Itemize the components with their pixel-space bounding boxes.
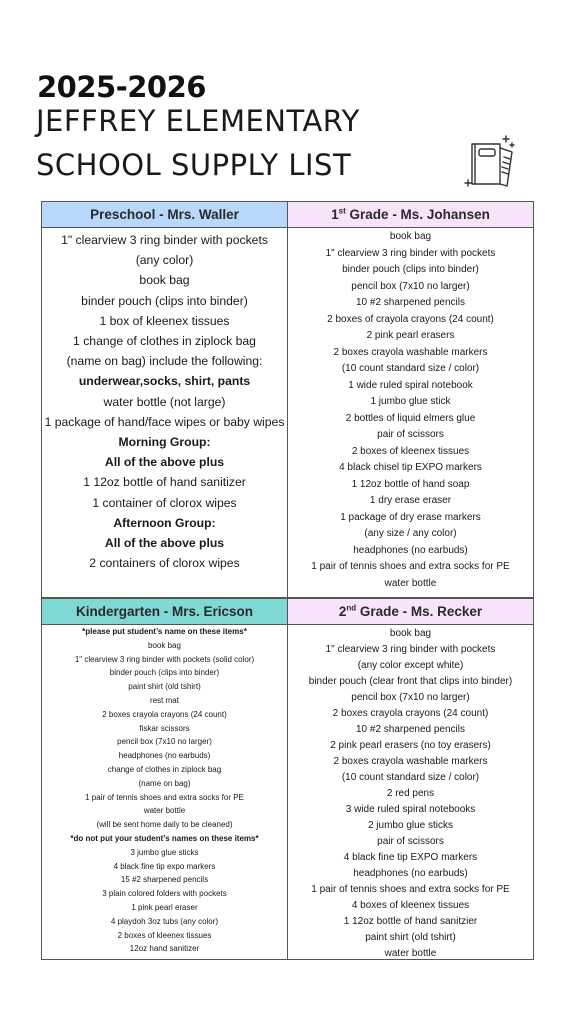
list-item: paint shirt (old tshirt)	[128, 682, 201, 692]
list-item: 1 pair of tennis shoes and extra socks for PE	[311, 561, 510, 572]
list-item: book bag	[148, 640, 181, 650]
list-item: fiskar scissors	[139, 723, 190, 733]
list-item: water bottle	[384, 577, 437, 589]
list-item: All of the above plus	[104, 455, 225, 470]
list-item: change of clothes in ziplock bag	[107, 764, 222, 774]
list-item: 1 change of clothes in ziplock bag	[73, 334, 256, 349]
list-item: binder pouch (clips into binder)	[109, 668, 220, 678]
notebook-icon	[462, 132, 522, 190]
list-item: binder pouch (clear front that clips into binder)	[308, 676, 513, 687]
kindergarten-header	[42, 599, 287, 625]
list-item: 2 boxes crayola crayons (24 count)	[102, 709, 227, 719]
list-item: underwear,socks, shirt, pants	[78, 374, 251, 389]
list-item: 2 pink pearl erasers (no toy erasers)	[330, 740, 491, 751]
list-item: 1 package of hand/face wipes or baby wipes	[44, 414, 285, 429]
list-item: 2 bottles of liquid elmers glue	[345, 412, 476, 424]
list-item: (name on bag) include the following:	[66, 354, 263, 369]
list-item: 1" clearview 3 ring binder with pockets	[325, 644, 496, 655]
second-grade-list	[288, 625, 533, 962]
list-item: 2 jumbo glue sticks	[367, 820, 454, 831]
list-item: 1 12oz bottle of hand sanitzier	[343, 916, 478, 927]
list-item: 1" clearview 3 ring binder with pockets	[61, 233, 268, 247]
list-item: headphones (no earbuds)	[118, 751, 211, 761]
list-item: (any size / any color)	[364, 528, 457, 539]
list-item: 2 boxes crayola washable markers	[333, 756, 488, 767]
list-item: 1 pair of tennis shoes and extra socks for PE	[85, 792, 244, 802]
first-grade-list	[288, 228, 533, 592]
list-item: 1 pink pearl eraser	[131, 902, 198, 912]
list-item: binder pouch (clips into binder)	[81, 293, 248, 308]
list-item: 2 boxes crayola washable markers	[333, 346, 488, 358]
list-item: 1 12oz bottle of hand soap	[351, 478, 470, 490]
list-item: book bag	[139, 273, 190, 288]
list-item: 4 playdoh 3oz tubs (any color)	[110, 916, 219, 926]
list-item: (10 count standard size / color)	[341, 363, 480, 374]
list-item: 3 wide ruled spiral notebooks	[345, 804, 476, 815]
list-item: 4 black chisel tip EXPO markers	[339, 462, 482, 473]
list-item: 2 boxes of kleenex tissues	[351, 445, 470, 457]
title-line-school: JEFFREY ELEMENTARY	[36, 104, 360, 138]
list-item: 4 black fine tip EXPO markers	[343, 852, 478, 863]
list-item: water bottle	[143, 806, 186, 816]
list-item: 1 box of kleenex tissues	[99, 313, 230, 328]
first-grade-title: 1st Grade - Ms. Johansen	[331, 206, 490, 222]
list-item: 10 #2 sharpened pencils	[356, 724, 465, 735]
list-item: Afternoon Group:	[113, 515, 216, 530]
list-item: 1 wide ruled spiral notebook	[348, 379, 473, 391]
first-grade-panel	[287, 201, 534, 598]
list-item: pencil box (7x10 no larger)	[351, 280, 470, 292]
list-item: (will be sent home daily to be cleaned)	[96, 820, 233, 830]
list-item: 3 plain colored folders with pockets	[102, 889, 227, 899]
list-item: book bag	[389, 628, 432, 639]
second-grade-panel	[287, 598, 534, 960]
list-item: 1 12oz bottle of hand sanitizer	[83, 475, 246, 490]
list-item: *do not put your student’s names on these items*	[70, 833, 259, 843]
list-item: 4 boxes of kleenex tissues	[351, 900, 470, 911]
list-item: 2 boxes of crayola crayons (24 count)	[327, 313, 494, 325]
list-item: (any color except white)	[357, 660, 464, 671]
list-item: 4 black fine tip expo markers	[113, 861, 216, 871]
list-item: 1 package of dry erase markers	[340, 511, 481, 523]
list-item: 2 red pens	[386, 788, 435, 799]
list-item: Morning Group:	[118, 435, 211, 450]
list-item: 2 boxes crayola crayons (24 count)	[332, 708, 489, 719]
second-grade-title: 2nd Grade - Ms. Recker	[338, 603, 483, 619]
list-item: All of the above plus	[104, 536, 225, 551]
list-item: pencil box (7x10 no larger)	[351, 692, 470, 703]
list-item: 1" clearview 3 ring binder with pockets (solid color)	[74, 654, 255, 664]
list-item: 1" clearview 3 ring binder with pockets	[325, 247, 496, 259]
list-item: 3 jumbo glue sticks	[130, 847, 199, 857]
first-grade-header	[288, 202, 533, 228]
list-item: binder pouch (clips into binder)	[342, 264, 479, 275]
kindergarten-title: Kindergarten - Mrs. Ericson	[75, 604, 254, 619]
list-item: (name on bag)	[138, 778, 191, 788]
list-item: water bottle	[384, 948, 437, 959]
year-heading: 2025-2026	[37, 70, 206, 104]
list-item: 10 #2 sharpened pencils	[356, 297, 465, 308]
list-item: 2 containers of clorox wipes	[89, 556, 240, 571]
list-item: rest mat	[150, 695, 179, 705]
preschool-list	[42, 228, 287, 573]
list-item: 1 dry erase eraser	[369, 495, 452, 506]
list-item: book bag	[389, 231, 432, 242]
list-item: (any color)	[135, 253, 194, 268]
list-item: 15 #2 sharpened pencils	[120, 875, 209, 885]
list-item: water bottle (not large)	[103, 394, 226, 409]
list-item: pencil box (7x10 no larger)	[117, 737, 212, 747]
list-item: 12oz hand sanitizer	[129, 944, 200, 954]
preschool-title: Preschool - Mrs. Waller	[90, 207, 239, 222]
kindergarten-panel	[41, 598, 288, 960]
list-item: headphones (no earbuds)	[353, 868, 468, 879]
list-item: (10 count standard size / color)	[341, 772, 480, 783]
title-line-list: SCHOOL SUPPLY LIST	[36, 148, 352, 182]
list-item: 1 pair of tennis shoes and extra socks for PE	[311, 884, 510, 895]
list-item: paint shirt (old tshirt)	[365, 932, 456, 943]
list-item: headphones (no earbuds)	[353, 544, 468, 556]
list-item: *please put student’s name on these items*	[82, 627, 247, 636]
list-item: pair of scissors	[377, 429, 444, 440]
list-item: 2 boxes of kleenex tissues	[117, 930, 212, 940]
second-grade-header	[288, 599, 533, 625]
list-item: pair of scissors	[377, 836, 444, 847]
preschool-header	[42, 202, 287, 228]
list-item: 2 pink pearl erasers	[366, 330, 455, 341]
list-item: 1 jumbo glue stick	[370, 396, 451, 407]
kindergarten-list	[42, 625, 287, 956]
list-item: 1 container of clorox wipes	[92, 495, 237, 510]
preschool-panel	[41, 201, 288, 598]
